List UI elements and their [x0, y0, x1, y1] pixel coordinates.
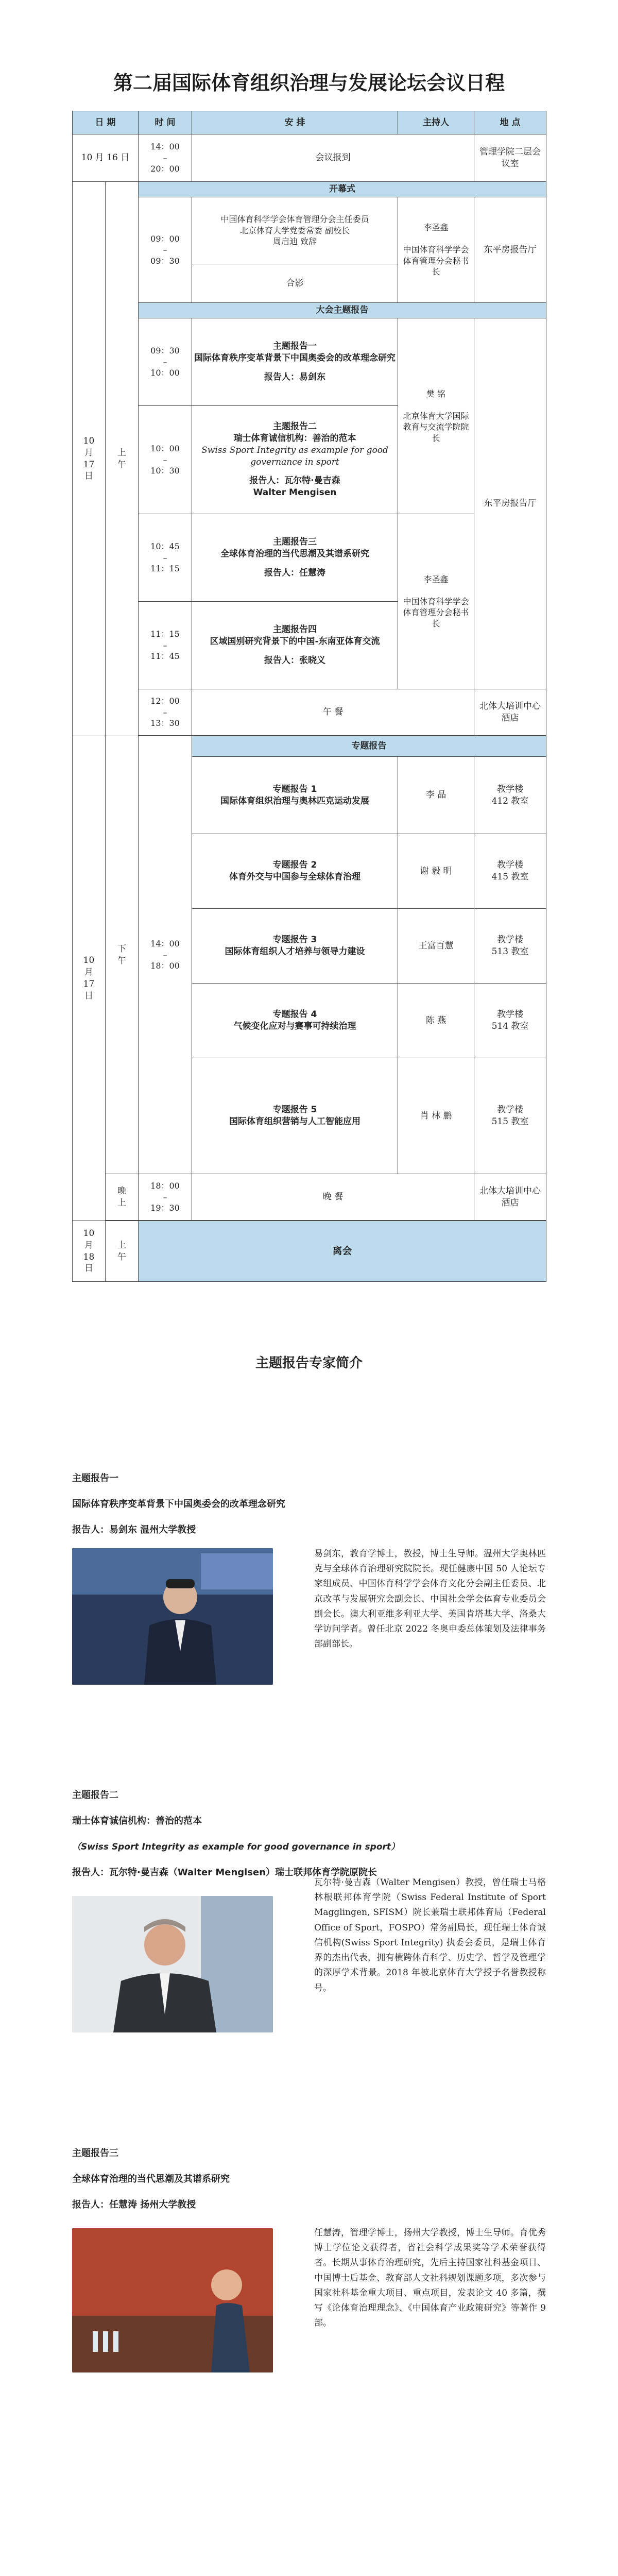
table-row	[73, 134, 546, 182]
place-cell: 教学楼 513 教室	[474, 909, 546, 984]
table-row	[73, 182, 546, 197]
time-cell: 10：45 – 11：15	[139, 514, 192, 602]
keynote-title-en: Swiss Sport Integrity as example for good governance in sport	[201, 445, 388, 467]
period-cell: 上 午	[106, 182, 139, 736]
header-date: 日 期	[73, 111, 139, 134]
special-label: 专题报告 5	[272, 1105, 317, 1115]
keynote-reporter: 报告人：任慧涛	[264, 567, 326, 578]
place-cell: 教学楼 515 教室	[474, 1058, 546, 1174]
special-label: 专题报告 1	[272, 784, 317, 794]
period-cell: 下 午	[106, 736, 139, 1174]
table-row	[73, 689, 546, 736]
keynote-reporter: 报告人：易剑东	[264, 371, 326, 382]
time-cell: 12：00 – 13：30	[139, 689, 192, 736]
expert-subtitle: （Swiss Sport Integrity as example for good governance in sport）	[72, 1842, 400, 1852]
special-label: 专题报告 4	[272, 1009, 317, 1020]
expert-title: 瑞士体育诚信机构：善治的范本	[72, 1816, 202, 1826]
table-header-row	[73, 111, 546, 134]
host-cell: 李圣鑫 中国体育科学学会体育管理分会秘书长	[398, 514, 474, 689]
place-cell: 教学楼 412 教室	[474, 757, 546, 834]
host-cell: 李 晶	[398, 757, 474, 834]
speaker-photo-icon	[72, 2228, 273, 2372]
host-cell: 陈 燕	[398, 984, 474, 1058]
section-keynote: 大会主题报告	[139, 303, 546, 318]
place-cell: 教学楼 415 教室	[474, 834, 546, 909]
date-cell: 10 月 16 日	[73, 134, 139, 182]
time-cell: 11：15 – 11：45	[139, 602, 192, 689]
speaker-photo-icon	[72, 1896, 273, 2032]
keynote-cell	[192, 318, 398, 406]
place-cell: 教学楼 514 教室	[474, 984, 546, 1058]
speaker-photo-icon	[72, 1548, 273, 1685]
special-cell	[192, 834, 398, 909]
special-title: 体育外交与中国参与全球体育治理	[229, 872, 361, 882]
keynote-label: 主题报告四	[273, 624, 317, 635]
keynote-cell	[192, 514, 398, 602]
closing-cell: 离会	[139, 1221, 546, 1282]
section-special: 专题报告	[192, 736, 546, 757]
special-title: 国际体育组织人才培养与领导力建设	[225, 946, 365, 957]
expert-label: 主题报告一	[72, 1473, 118, 1484]
place-cell: 东平房报告厅	[474, 318, 546, 689]
header-place: 地 点	[474, 111, 546, 134]
table-row	[73, 1221, 546, 1282]
special-label: 专题报告 2	[272, 860, 317, 871]
host-cell: 李圣鑫 中国体育科学学会体育管理分会秘书长	[398, 197, 474, 303]
time-cell: 18：00 – 19：30	[139, 1174, 192, 1221]
expert-label: 主题报告三	[72, 2148, 118, 2159]
special-cell	[192, 984, 398, 1058]
speaker-photo-icon	[72, 1548, 273, 1685]
header-host: 主持人	[398, 111, 474, 134]
arrange-cell: 会议报到	[192, 134, 474, 182]
keynote-cell	[192, 602, 398, 689]
dinner-cell: 晚 餐	[192, 1174, 474, 1221]
date-cell: 10 月 17 日	[73, 736, 106, 1221]
page-title: 第二届国际体育组织治理与发展论坛会议日程	[113, 72, 505, 94]
keynote-title: 瑞士体育诚信机构：善治的范本	[233, 433, 356, 444]
header-time: 时 间	[139, 111, 192, 134]
header-arrange: 安 排	[192, 111, 398, 134]
time-cell: 09：30 – 10：00	[139, 318, 192, 406]
period-cell: 上 午	[106, 1221, 139, 1282]
agenda-table	[72, 111, 546, 1282]
speaker-photo-icon	[72, 1896, 273, 2032]
host-cell: 肖 林 鹏	[398, 1058, 474, 1174]
keynote-title: 全球体育治理的当代思潮及其谱系研究	[220, 549, 370, 560]
keynote-reporter: 报告人：张晓义	[264, 655, 326, 666]
expert-reporter: 报告人：任慧涛 扬州大学教授	[72, 2199, 196, 2210]
special-label: 专题报告 3	[272, 935, 317, 945]
special-title: 气候变化应对与赛事可持续治理	[233, 1021, 356, 1031]
special-cell	[192, 909, 398, 984]
expert-reporter: 报告人：易剑东 温州大学教授	[72, 1524, 196, 1535]
expert-reporter: 报告人：瓦尔特·曼吉森（Walter Mengisen）瑞士联邦体育学院原院长	[72, 1867, 377, 1878]
experts-heading: 主题报告专家简介	[255, 1355, 363, 1371]
date-cell: 10 月 18 日	[73, 1221, 106, 1282]
special-title: 国际体育组织治理与奥林匹克运动发展	[220, 795, 370, 806]
expert-bio: 易剑东，教育学博士，教授，博士生导师。温州大学奥林匹克与全球体育治理研究院院长。现任健康中国 50 人论坛专家组成员、中国体育科学学会体育文化分会副主任委员、北京改革与发展研究会副会长、中国社会学会体育专业委员会副会长。澳大利亚维多利亚大学、美国肯塔基大学、洛桑大学访问学者。曾任北京 2022 冬奥申委总体策划及法律事务部副部长。	[314, 1549, 546, 1650]
time-cell: 14：00 – 20：00	[139, 134, 192, 182]
period-cell: 晚 上	[106, 1174, 139, 1221]
place-cell: 东平房报告厅	[474, 197, 546, 303]
table-row	[73, 197, 546, 264]
time-cell: 10：00 – 10：30	[139, 406, 192, 514]
special-cell	[192, 757, 398, 834]
keynote-title: 区域国别研究背景下的中国-东南亚体育交流	[210, 636, 380, 647]
lunch-cell: 午 餐	[192, 689, 474, 736]
keynote-title: 国际体育秩序变革背景下中国奥委会的改革理念研究	[194, 353, 396, 364]
table-row	[73, 303, 546, 318]
expert-title: 全球体育治理的当代思潮及其谱系研究	[72, 2174, 230, 2184]
place-cell: 管理学院二层会议室	[474, 134, 546, 182]
table-row	[73, 318, 546, 406]
place-cell: 北体大培训中心酒店	[474, 1174, 546, 1221]
keynote-label: 主题报告一	[273, 341, 317, 352]
keynote-cell	[192, 406, 398, 514]
keynote-label: 主题报告二	[273, 421, 317, 432]
time-cell: 14：00 – 18：00	[139, 736, 192, 1174]
table-row	[73, 736, 546, 757]
table-row	[73, 1174, 546, 1221]
expert-bio: 任慧涛，管理学博士，扬州大学教授，博士生导师。育优秀博士学位论文获得者，省社会科学成果奖等学术荣誉获得者。长期从事体育治理研究，先后主持国家社科基金项目、中国博士后基金、教育部人文社科规划课题多项，多次参与国家社科基金重大项目、重点项目，发表论文 40 多篇，撰写《论体育治理理念》、《中国体育产业政策研究》等著作 9 部。	[314, 2228, 546, 2329]
keynote-label: 主题报告三	[273, 537, 317, 548]
host-cell: 王富百慧	[398, 909, 474, 984]
opening-photo: 合影	[192, 264, 398, 303]
keynote-reporter: 报告人：瓦尔特·曼吉森 Walter Mengisen	[249, 476, 340, 498]
opening-speakers: 中国体育科学学会体育管理分会主任委员 北京体育大学党委常委 副校长 周启迪 致辞	[192, 197, 398, 264]
special-title: 国际体育组织营销与人工智能应用	[229, 1116, 361, 1127]
time-cell: 09：00 – 09：30	[139, 197, 192, 303]
date-cell: 10 月 17 日	[73, 182, 106, 736]
special-cell	[192, 1058, 398, 1174]
host-cell: 谢 毅 明	[398, 834, 474, 909]
expert-bio: 瓦尔特·曼吉森（Walter Mengisen）教授，曾任瑞士马格林根联邦体育学院（Swiss Federal Institute of Sport Magglingen, SFISM）院长兼瑞士联邦体育局（Federal Office of Sport，FOSPO）常务副局长，现任瑞士体育诚信机构(Swiss Sport Integrity) 执委会委员，是瑞士体育界的杰出代表，拥有横跨体育科学、历史学、哲学及管理学的深厚学术背景。2018 年被北京体育大学授予名誉教授称号。	[314, 1877, 546, 1993]
expert-title: 国际体育秩序变革背景下中国奥委会的改革理念研究	[72, 1499, 285, 1510]
section-opening: 开幕式	[139, 182, 546, 197]
expert-label: 主题报告二	[72, 1790, 118, 1801]
place-cell: 北体大培训中心酒店	[474, 689, 546, 736]
host-cell: 樊 铭 北京体育大学国际教育与交流学院院长	[398, 318, 474, 514]
speaker-photo-icon	[72, 2228, 273, 2372]
